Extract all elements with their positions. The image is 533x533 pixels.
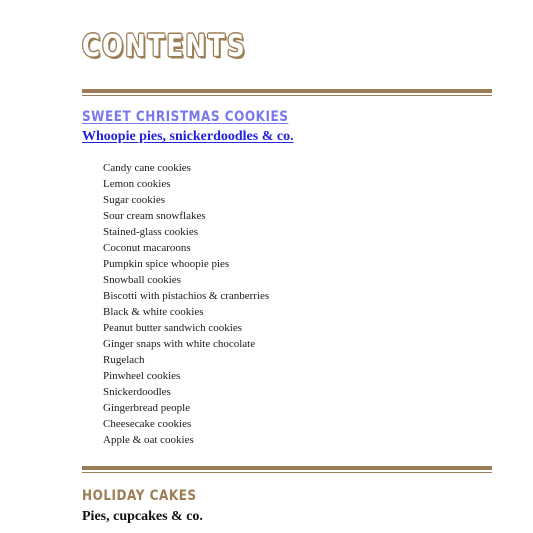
toc-item: Rugelach [103, 354, 145, 366]
toc-item-list [103, 160, 269, 448]
toc-item: Snickerdoodles [103, 386, 171, 398]
toc-item: Black & white cookies [103, 306, 204, 318]
toc-item: Sour cream snowflakes [103, 210, 206, 222]
page-title: CONTENTS [82, 29, 247, 64]
toc-item: Peanut butter sandwich cookies [103, 322, 242, 334]
section-heading-holiday-cakes: HOLIDAY CAKES [82, 488, 197, 504]
toc-item: Candy cane cookies [103, 162, 191, 174]
toc-item: Biscotti with pistachios & cranberries [103, 290, 270, 302]
toc-item: Snowball cookies [103, 274, 181, 286]
toc-item: Lemon cookies [103, 178, 171, 190]
section-divider [82, 466, 492, 473]
section-divider [82, 89, 492, 96]
toc-item: Gingerbread people [103, 402, 191, 414]
toc-item: Ginger snaps with white chocolate [103, 338, 256, 350]
toc-item: Pinwheel cookies [103, 370, 181, 382]
section-subheading-holiday-cakes: Pies, cupcakes & co. [82, 509, 203, 524]
toc-item: Pumpkin spice whoopie pies [103, 258, 230, 270]
toc-item: Cheesecake cookies [103, 418, 192, 430]
section-sublink-sweet-christmas-cookies[interactable]: Whoopie pies, snickerdoodles & co. [82, 129, 294, 144]
toc-item: Apple & oat cookies [103, 434, 194, 446]
toc-item: Sugar cookies [103, 194, 166, 206]
toc-item: Stained-glass cookies [103, 226, 199, 238]
toc-item: Coconut macaroons [103, 242, 191, 254]
section-link-sweet-christmas-cookies[interactable]: SWEET CHRISTMAS COOKIES [82, 109, 289, 125]
